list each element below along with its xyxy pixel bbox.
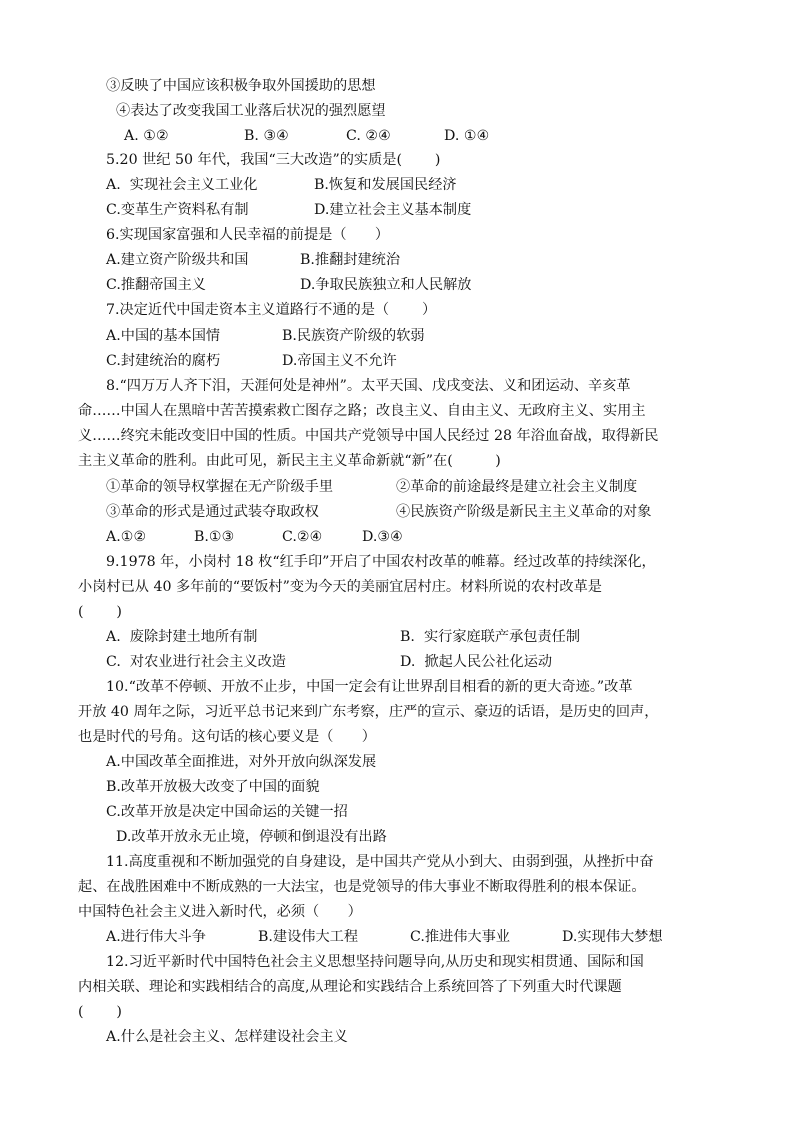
q6-option-c[interactable]: C.推翻帝国主义 — [106, 277, 206, 293]
q11-option-a[interactable]: A.进行伟大斗争 — [106, 929, 206, 945]
q4-option-a[interactable]: A. ①② — [124, 128, 169, 144]
q4-option-d[interactable]: D. ①④ — [444, 128, 490, 144]
q11-option-b[interactable]: B.建设伟大工程 — [258, 929, 359, 945]
q12-stem-line-2: 内相关联、理论和实践相结合的高度,从理论和实践结合上系统回答了下列重大时代课题 — [78, 979, 622, 995]
q7-option-a[interactable]: A.中国的基本国情 — [106, 328, 221, 344]
q12-stem-line-3: ( ) — [78, 1004, 122, 1020]
q5-stem: 5.20 世纪 50 年代，我国“三大改造”的实质是( ) — [106, 152, 441, 168]
q5-option-c[interactable]: C.变革生产资料私有制 — [106, 202, 249, 218]
q4-option-b[interactable]: B. ③④ — [244, 128, 289, 144]
q10-option-a[interactable]: A.中国改革全面推进，对外开放向纵深发展 — [106, 754, 377, 770]
q8-stem-line-1: 8.“四万万人齐下泪，天涯何处是神州”。太平天国、戊戌变法、义和团运动、辛亥革 — [106, 378, 631, 394]
q9-option-d[interactable]: D. 掀起人民公社化运动 — [400, 654, 553, 670]
q10-stem-line-1: 10.“改革不停顿、开放不止步，中国一定会有让世界刮目相看的新的更大奇迹。”改革 — [106, 679, 633, 695]
q8-statement-1: ①革命的领导权掌握在无产阶级手里 — [106, 479, 334, 495]
q8-option-a[interactable]: A.①② — [106, 529, 147, 545]
q6-stem: 6.实现国家富强和人民幸福的前提是（ ） — [106, 227, 390, 243]
q5-option-a[interactable]: A. 实现社会主义工业化 — [106, 177, 258, 193]
q7-stem: 7.决定近代中国走资本主义道路行不通的是（ ） — [106, 302, 437, 318]
q8-stem-line-4: 主主义革命的胜利。由此可见，新民主主义革命新就“新”在( ) — [78, 453, 501, 469]
q8-option-b[interactable]: B.①③ — [194, 529, 235, 545]
q11-option-c[interactable]: C.推进伟大事业 — [410, 929, 510, 945]
q12-option-a[interactable]: A.什么是社会主义、怎样建设社会主义 — [106, 1029, 348, 1045]
q5-option-d[interactable]: D.建立社会主义基本制度 — [314, 202, 472, 218]
q8-statement-4: ④民族资产阶级是新民主主义革命的对象 — [396, 504, 652, 520]
q9-option-c[interactable]: C. 对农业进行社会主义改造 — [106, 654, 286, 670]
q10-option-c[interactable]: C.改革开放是决定中国命运的关键一招 — [106, 804, 348, 820]
q11-stem-line-1: 11.高度重视和不断加强党的自身建设，是中国共产党从小到大、由弱到强，从挫折中奋 — [106, 854, 654, 870]
q10-option-d[interactable]: D.改革开放永无止境，停顿和倒退没有出路 — [116, 829, 387, 845]
q8-statement-3: ③革命的形式是通过武装夺取政权 — [106, 504, 319, 520]
q11-option-d[interactable]: D.实现伟大梦想 — [562, 929, 663, 945]
q7-option-c[interactable]: C.封建统治的腐朽 — [106, 353, 221, 369]
q4-statement-4: ④表达了改变我国工业落后状况的强烈愿望 — [116, 103, 386, 119]
q7-option-b[interactable]: B.民族资产阶级的软弱 — [282, 328, 425, 344]
q4-option-c[interactable]: C. ②④ — [346, 128, 391, 144]
q11-stem-line-2: 起、在战胜困难中不断成熟的一大法宝，也是党领导的伟大事业不断取得胜利的根本保证。 — [78, 879, 646, 895]
q8-stem-line-3: 义……终究未能改变旧中国的性质。中国共产党领导中国人民经过 28 年浴血奋战，取得新民 — [78, 428, 659, 444]
q7-option-d[interactable]: D.帝国主义不允许 — [282, 353, 397, 369]
q5-option-b[interactable]: B.恢复和发展国民经济 — [314, 177, 457, 193]
q4-statement-3: ③反映了中国应该积极争取外国援助的思想 — [106, 78, 376, 94]
q6-option-a[interactable]: A.建立资产阶级共和国 — [106, 252, 249, 268]
q8-stem-line-2: 命……中国人在黑暗中苦苦摸索救亡图存之路；改良主义、自由主义、无政府主义、实用主 — [78, 403, 646, 419]
q11-stem-line-3: 中国特色社会主义进入新时代，必须（ ） — [78, 904, 362, 920]
q9-stem-line-3: ( ) — [78, 604, 122, 620]
q10-stem-line-2: 开放 40 周年之际，习近平总书记来到广东考察，庄严的宣示、豪迈的话语，是历史的回声， — [78, 704, 659, 720]
q6-option-b[interactable]: B.推翻封建统治 — [300, 252, 401, 268]
q9-option-b[interactable]: B. 实行家庭联产承包责任制 — [400, 629, 581, 645]
q8-option-d[interactable]: D.③④ — [362, 529, 403, 545]
q6-option-d[interactable]: D.争取民族独立和人民解放 — [300, 277, 472, 293]
q8-option-c[interactable]: C.②④ — [282, 529, 323, 545]
q8-statement-2: ②革命的前途最终是建立社会主义制度 — [396, 479, 638, 495]
q10-option-b[interactable]: B.改革开放极大改变了中国的面貌 — [106, 779, 320, 795]
q12-stem-line-1: 12.习近平新时代中国特色社会主义思想坚持问题导向,从历史和现实相贯通、国际和国 — [106, 954, 644, 970]
q9-stem-line-2: 小岗村已从 40 多年前的“要饭村”变为今天的美丽宜居村庄。材料所说的农村改革是 — [78, 579, 602, 595]
q9-option-a[interactable]: A. 废除封建土地所有制 — [106, 629, 258, 645]
q9-stem-line-1: 9.1978 年，小岗村 18 枚“红手印”开启了中国农村改革的帷幕。经过改革的持续深化， — [106, 554, 656, 570]
q10-stem-line-3: 也是时代的号角。这句话的核心要义是（ ） — [78, 729, 376, 745]
